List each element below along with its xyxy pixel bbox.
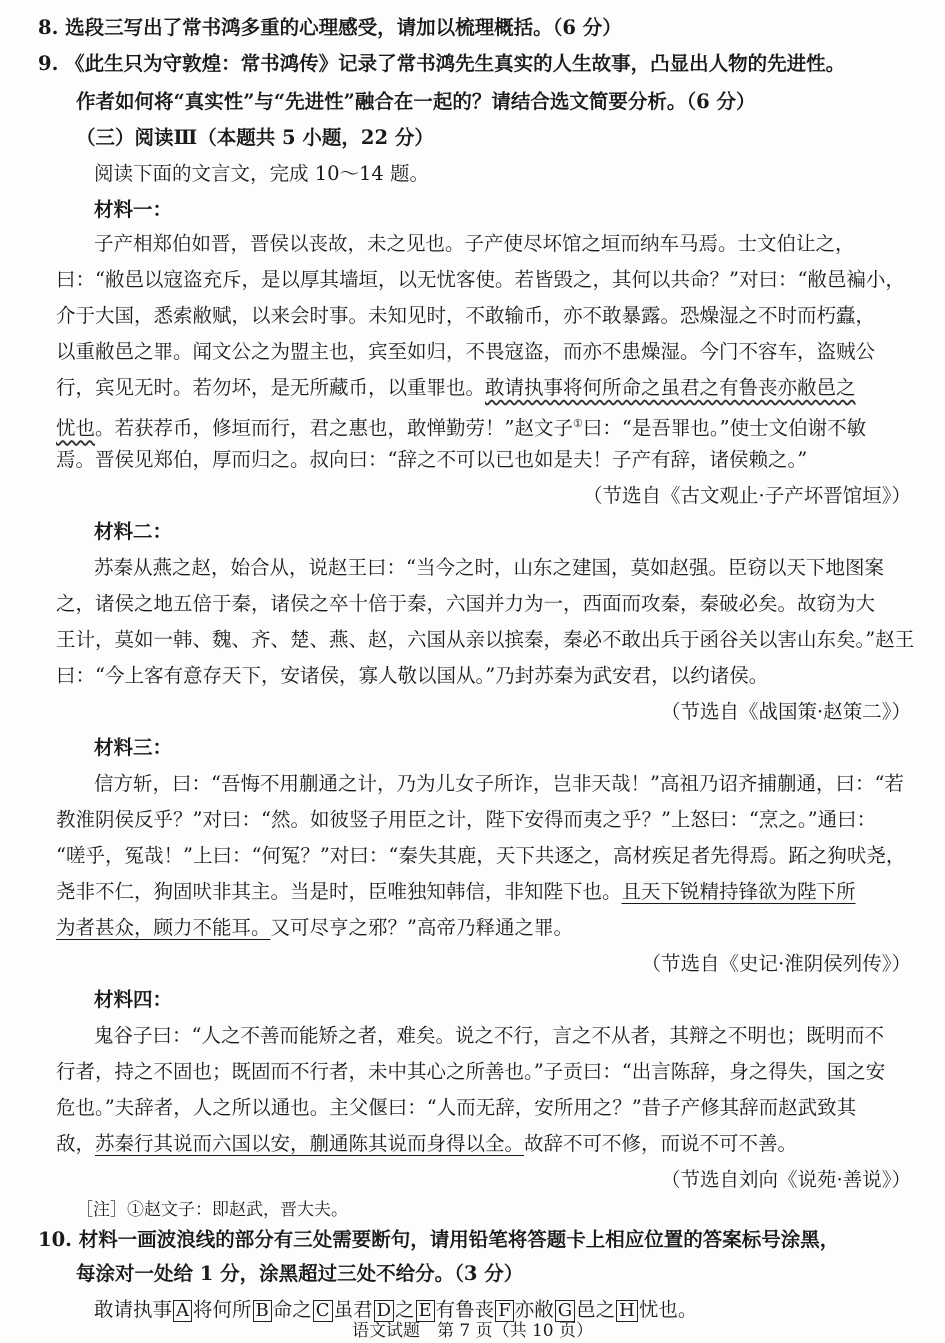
q9-number: 9. — [38, 52, 59, 75]
material4-line: 鬼谷子曰：“人之不善而能矫之者，难矣。说之不行，言之不从者，其辩之不明也；既明而不 — [94, 1024, 884, 1047]
footnote-marker: ① — [573, 417, 583, 430]
material3-title: 材料三： — [94, 736, 173, 759]
material4-title: 材料四： — [94, 988, 173, 1011]
material2-line: 曰：“今上客有意存天下，安诸侯，寡人敬以国从。”乃封苏秦为武安君，以约诸侯。 — [56, 664, 769, 687]
punctuation-answer-line: 敢请执事 A 将何所 B 命之 C 虽君 D 之 E 有鲁丧 F 亦敝 G 邑之 H 忧也。 — [94, 1298, 698, 1321]
footnote: ［注］①赵文子：即赵武，晋大夫。 — [76, 1200, 348, 1220]
answer-option-e[interactable]: E — [416, 1300, 435, 1322]
question-9 — [38, 50, 845, 78]
underlined-text: 且天下锐精持锋欲为陛下所 — [621, 880, 856, 903]
material1-line: 子产相郑伯如晋，晋侯以丧故，未之见也。子产使尽坏馆之垣而纳车马焉。士文伯让之， — [94, 232, 855, 255]
q10-line2: 每涂对一处给 1 分，涂黑超过三处不给分。（3 分） — [76, 1262, 524, 1285]
material1-line: 曰：“敝邑以寇盗充斥，是以厚其墙垣，以无忧客使。若皆毁之，其何以共命？”对曰：“敝邑褊小， — [56, 268, 905, 291]
wavy-underline-text: 忧也 — [56, 416, 96, 440]
material3-line: 信方斩，曰：“吾悔不用蒯通之计，乃为儿女子所诈，岂非天哉！”高祖乃诏齐捕蒯通，曰：“若 — [94, 772, 904, 795]
material4-line: 敌，苏秦行其说而六国以安，蒯通陈其说而身得以全。故辞不可不修，而说不可不善。 — [56, 1132, 798, 1155]
question-8 — [38, 14, 622, 42]
answer-option-h[interactable]: H — [616, 1300, 638, 1322]
section-instruction: 阅读下面的文言文，完成 10～14 题。 — [94, 162, 430, 185]
material3-line: “嗟乎，冤哉！”上曰：“何冤？”对曰：“秦失其鹿，天下共逐之，高材疾足者先得焉。跖之狗吠尧， — [56, 844, 906, 867]
q8-number: 8. — [38, 16, 59, 39]
material1-title: 材料一： — [94, 198, 173, 221]
question-10 — [38, 1226, 839, 1254]
material3-line: 为者甚众，顾力不能耳。又可尽亨之邪？”高帝乃释通之罪。 — [56, 916, 573, 939]
answer-option-g[interactable]: G — [555, 1300, 575, 1322]
page-footer: 语文试题 第 7 页（共 10 页） — [351, 1321, 594, 1341]
material1-line: 忧也。若获荐币，修垣而行，君之惠也，敢惮勤劳！”赵文子①曰：“是吾罪也。”使士文伯谢不敏 — [56, 416, 867, 440]
material1-source: （节选自《古文观止·子产坏晋馆垣》） — [583, 484, 911, 507]
answer-option-b[interactable]: B — [253, 1300, 272, 1322]
wavy-underline-text: 敢请执事将何所命之虽君之有鲁丧亦敝邑之 — [485, 376, 856, 399]
q9-line2: 作者如何将“真实性”与“先进性”融合在一起的？请结合选文简要分析。（6 分） — [76, 90, 756, 113]
material1-line: 介于大国，悉索敝赋，以来会时事。未知见时，不敢输币，亦不敢暴露。恐燥湿之不时而朽蠹， — [56, 304, 876, 327]
material3-source: （节选自《史记·淮阴侯列传》） — [641, 952, 911, 975]
q10-number: 10. — [38, 1228, 72, 1251]
answer-option-c[interactable]: C — [313, 1300, 333, 1322]
material2-source: （节选自《战国策·赵策二》） — [661, 700, 911, 723]
material2-title: 材料二： — [94, 520, 173, 543]
material1-line: 焉。晋侯见郑伯，厚而归之。叔向曰：“辞之不可以已也如是夫！子产有辞，诸侯赖之。” — [56, 448, 808, 471]
material2-line: 王计，莫如一韩、魏、齐、楚、燕、赵，六国从亲以摈秦，秦必不敢出兵于函谷关以害山东矣。”赵王 — [56, 628, 915, 651]
material4-source: （节选自刘向《说苑·善说》） — [661, 1168, 911, 1191]
q8-text: 选段三写出了常书鸿多重的心理感受，请加以梳理概括。（6 分） — [65, 16, 622, 39]
q10-line1: 材料一画波浪线的部分有三处需要断句，请用铅笔将答题卡上相应位置的答案标号涂黑， — [78, 1228, 840, 1251]
material4-line: 危也。”夫辞者，人之所以通也。主父偃曰：“人而无辞，安所用之？”昔子产修其辞而赵武致其 — [56, 1096, 857, 1119]
underlined-text: 为者甚众，顾力不能耳。 — [56, 916, 271, 939]
underlined-text: 苏秦行其说而六国以安，蒯通陈其说而身得以全。 — [95, 1132, 525, 1155]
material2-line: 苏秦从燕之赵，始合从，说赵王曰：“当今之时，山东之建国，莫如赵强。臣窃以天下地图案 — [94, 556, 884, 579]
answer-option-d[interactable]: D — [374, 1300, 394, 1322]
answer-option-f[interactable]: F — [495, 1300, 514, 1322]
material2-line: 之，诸侯之地五倍于秦，诸侯之卒十倍于秦，六国并力为一，西面而攻秦，秦破必矣。故窃为大 — [56, 592, 876, 615]
material3-line: 尧非不仁，狗固吠非其主。当是时，臣唯独知韩信，非知陛下也。且天下锐精持锋欲为陛下所 — [56, 880, 856, 903]
answer-option-a[interactable]: A — [173, 1300, 192, 1322]
material1-line: 行，宾见无时。若勿坏，是无所藏币，以重罪也。敢请执事将何所命之虽君之有鲁丧亦敝邑之 — [56, 376, 856, 399]
material3-line: 教淮阴侯反乎？”对曰：“然。如彼竖子用臣之计，陛下安得而夷之乎？”上怒曰：“烹之。”通曰： — [56, 808, 877, 831]
material1-line: 以重敝邑之罪。闻文公之为盟主也，宾至如归，不畏寇盗，而亦不患燥湿。今门不容车，盗贼公 — [56, 340, 876, 363]
material4-line: 行者，持之不固也；既固而不行者，未中其心之所善也。”子贡曰：“出言陈辞，身之得失，国之安 — [56, 1060, 886, 1083]
section-heading: （三）阅读Ⅲ（本题共 5 小题，22 分） — [76, 126, 434, 149]
q9-line1: 《此生只为守敦煌：常书鸿传》记录了常书鸿先生真实的人生故事，凸显出人物的先进性。 — [65, 52, 846, 75]
